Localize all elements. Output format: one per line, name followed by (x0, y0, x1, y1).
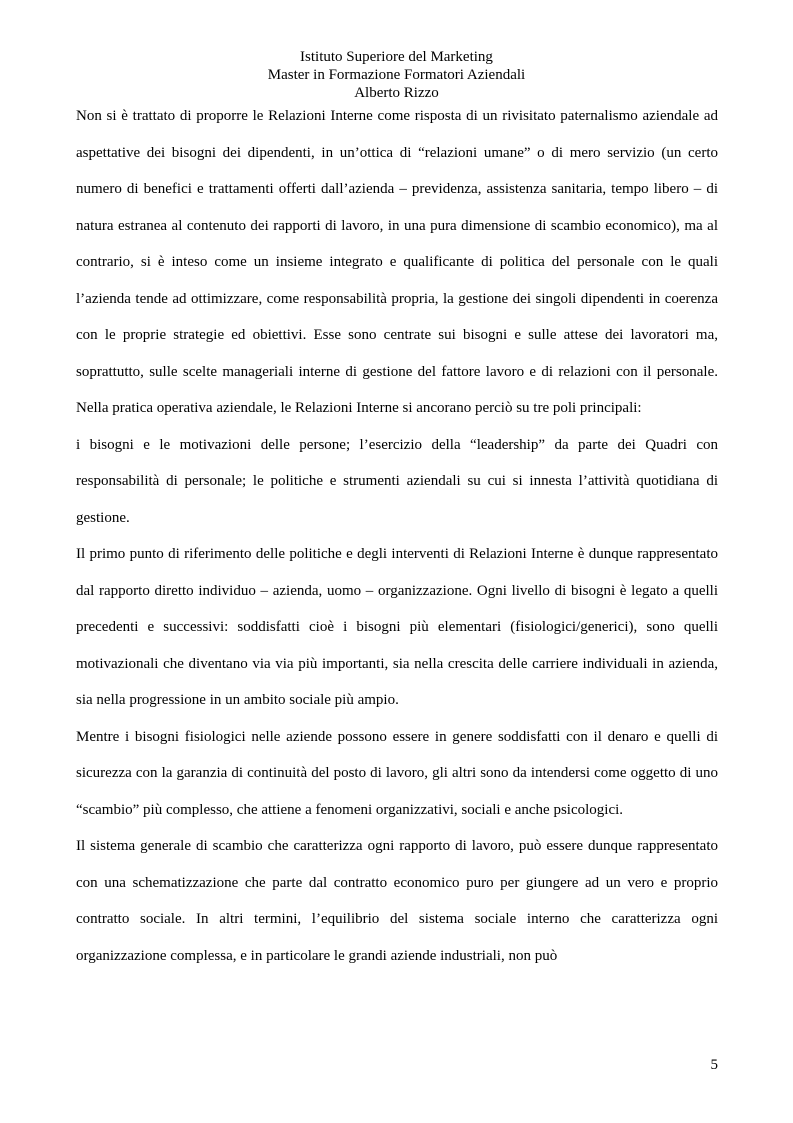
page-number: 5 (710, 1057, 718, 1073)
paragraph-3: Il primo punto di riferimento delle politiche e degli interventi di Relazioni Interne è dunque rappresentato dal rapporto diretto individuo – azienda, uomo – organizzazione. Ogni livello di bisogni è legato a quelli precedenti e successivi: soddisfatti cioè i bisogni più elementari (fisiologici/generici), sono quelli motivazionali che diventano via via più importanti, sia nella crescita delle carriere individuali in azienda, sia nella progressione in un ambito sociale più ampio. (76, 546, 718, 708)
paragraph-1: Non si è trattato di proporre le Relazioni Interne come risposta di un rivisitato paternalismo aziendale ad aspettative dei bisogni dei dipendenti, in un’ottica di “relazioni umane” o di mero servizio (un certo numero di benefici e trattamenti offerti dall’azienda – previdenza, assistenza sanitaria, tempo libero – di natura estranea al contenuto dei rapporti di lavoro, in una pura dimensione di scambio economico), ma al contrario, si è inteso come un insieme integrato e qualificante di politica del personale con le quali l’azienda tende ad ottimizzare, come responsabilità propria, la gestione dei singoli dipendenti in coerenza con le proprie strategie ed obiettivi. Esse sono centrate sui bisogni e sulle attese dei lavoratori ma, soprattutto, sulle scelte manageriali interne di gestione del fattore lavoro e di relazioni con il personale. Nella pratica operativa aziendale, le Relazioni Interne si ancorano perciò su tre poli principali: (76, 108, 718, 416)
paragraph-4: Mentre i bisogni fisiologici nelle aziende possono essere in genere soddisfatti con il denaro e quelli di sicurezza con la garanzia di continuità del posto di lavoro, gli altri sono da intendersi come oggetto di uno “scambio” più complesso, che attiene a fenomeni organizzativi, sociali e anche psicologici. (76, 728, 718, 818)
paragraph-5: Il sistema generale di scambio che caratterizza ogni rapporto di lavoro, può essere dunque rappresentato con una schematizzazione che parte dal contratto economico puro per giungere ad un vero e proprio contratto sociale. In altri termini, l’equilibrio del sistema sociale interno che caratterizza ogni organizzazione complessa, e in particolare le grandi aziende industriali, non può (76, 838, 718, 964)
body-text (76, 98, 718, 974)
paragraph-2: i bisogni e le motivazioni delle persone; l’esercizio della “leadership” da parte dei Quadri con responsabilità di personale; le politiche e strumenti aziendali su cui si innesta l’attività quotidiana di gestione. (76, 436, 718, 526)
page-header (0, 48, 793, 102)
header-institute: Istituto Superiore del Marketing (300, 49, 493, 65)
header-master: Master in Formazione Formatori Aziendali (267, 67, 526, 83)
header-author: Alberto Rizzo (354, 85, 439, 101)
